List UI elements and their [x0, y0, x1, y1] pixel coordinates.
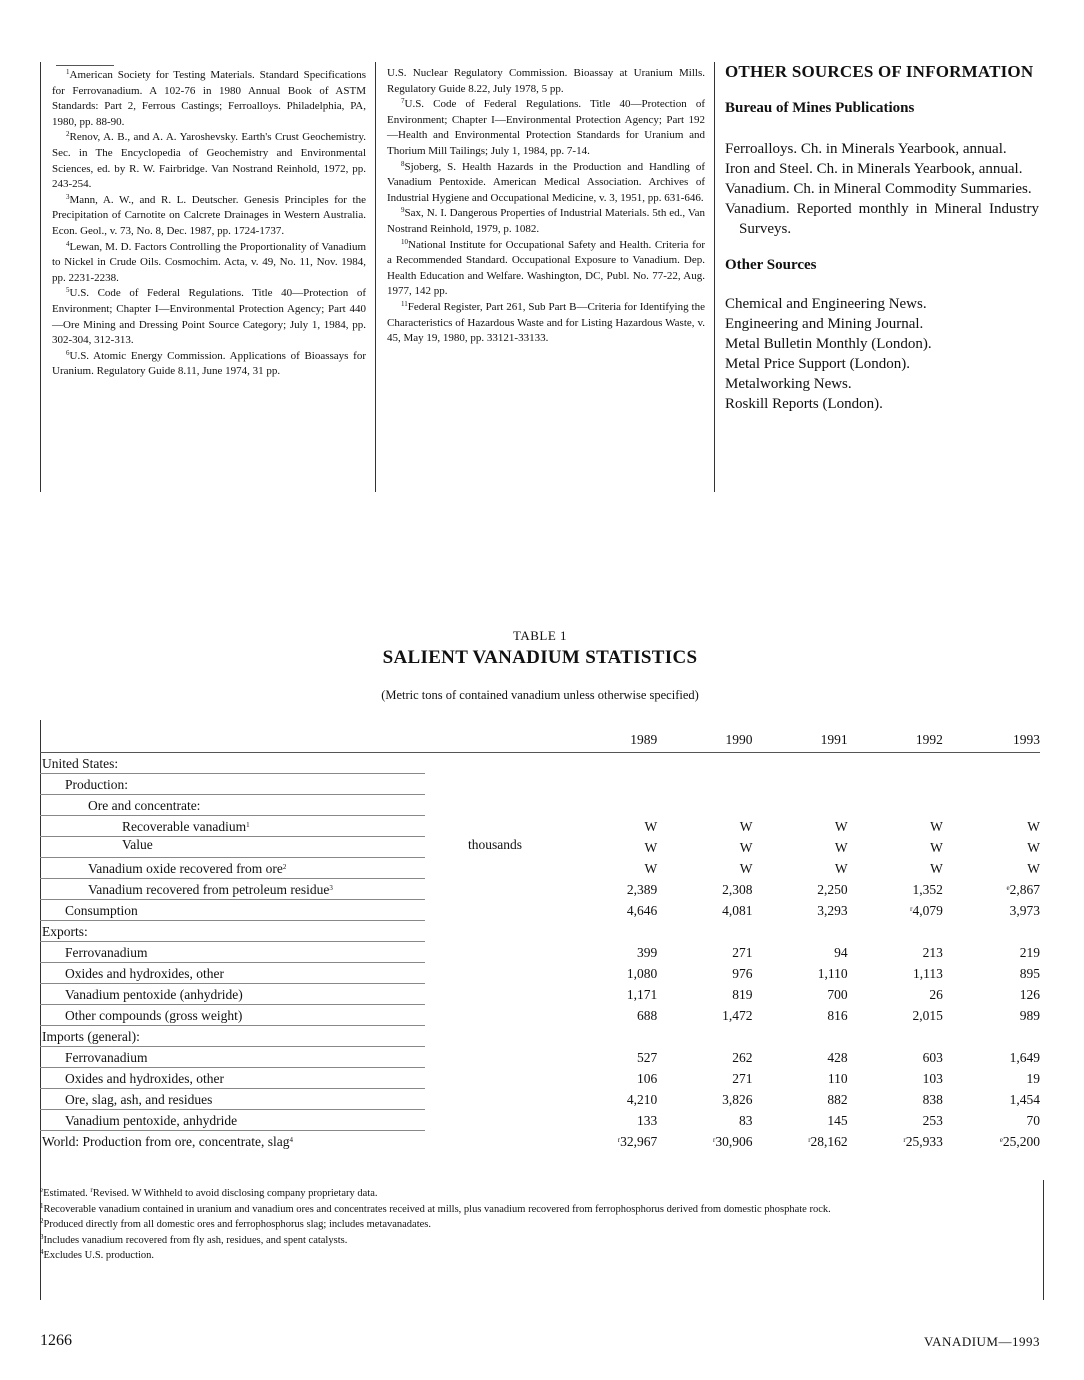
row-label-text: World: Production from ore, concentrate, slag$^4$	[42, 1133, 293, 1149]
reference-text: National Institute for Occupational Safety and Health. Criteria for a Recommended Standard. Occupational Exposure to Vanadium. Dep. Health Education and Welfare. Washington, DC, Publ. No. 77-22, Aug. 1977, 142 pp.	[387, 238, 705, 298]
value-cell	[752, 921, 847, 942]
header-blank-cell	[40, 727, 562, 753]
bom-publications-heading: Bureau of Mines Publications	[725, 100, 915, 116]
year-header: 1991	[752, 727, 847, 753]
column-divider-1	[375, 62, 376, 492]
reference-number: 1	[66, 68, 70, 76]
value-cell: W	[644, 839, 658, 855]
value-cell: 2,389	[626, 881, 658, 897]
value-cell: W	[930, 860, 943, 876]
value-cell	[848, 774, 943, 795]
reference-item	[387, 97, 705, 159]
table-header-row	[40, 727, 1040, 753]
reference-item	[52, 349, 366, 380]
other-sources-section	[725, 62, 1039, 414]
value-cell: W	[1027, 860, 1040, 876]
reference-text: Sax, N. I. Dangerous Properties of Industrial Materials. 5th ed., Van Nostrand Reinhold, 1979, p. 1082.	[387, 207, 705, 235]
row-label-text: Recoverable vanadium$^1$	[122, 818, 250, 834]
row-label	[40, 1068, 562, 1089]
bom-publication-item: Vanadium. Ch. in Mineral Commodity Summaries.	[725, 181, 1032, 197]
reference-text: U.S. Atomic Energy Commission. Applications of Bioassays for Uranium. Regulatory Guide 8.11, June 1974, 31 pp.	[52, 349, 366, 378]
value-cell: 527	[636, 1049, 658, 1065]
footnote-mark: 1	[40, 1201, 44, 1210]
value-cell	[562, 921, 657, 942]
references-column-2	[387, 66, 705, 347]
reference-item	[387, 238, 705, 300]
value-cell: $^r$30,906	[712, 1133, 753, 1149]
reference-number: 10	[401, 237, 408, 246]
value-cell: 1,352	[912, 881, 943, 897]
reference-number: 6	[66, 348, 70, 357]
value-cell: 26	[929, 986, 943, 1002]
footnote-mark: e	[40, 1186, 44, 1194]
table-row	[40, 984, 1040, 1005]
table-footnote: $^4$Excludes U.S. production.	[40, 1248, 155, 1261]
value-cell: W	[834, 860, 848, 876]
other-sources-subheading: Other Sources	[725, 257, 817, 273]
table-row	[40, 1110, 1040, 1131]
row-label-text: Ore and concentrate:	[88, 797, 201, 813]
value-cell: W	[739, 860, 753, 876]
row-label-text: United States:	[42, 755, 119, 771]
reference-item	[387, 160, 705, 207]
reference-number: 11	[401, 299, 408, 308]
reference-item	[52, 193, 366, 240]
row-label-text: Consumption	[65, 902, 138, 918]
footnote-mark: 3	[40, 1232, 44, 1241]
value-cell: 688	[636, 1007, 658, 1023]
value-cell: 133	[636, 1112, 658, 1128]
other-sources-list	[725, 294, 1039, 414]
row-label	[40, 816, 562, 837]
reference-number: 7	[401, 97, 405, 106]
value-cell: 4,646	[626, 902, 658, 918]
value-cell: W	[834, 818, 848, 834]
reference-text: Federal Register, Part 261, Sub Part B—Criteria for Identifying the Characteristics of Hazardous Waste and for Listing Hazardous Waste, v. 45, May 19, 1980, pp. 33121-33133.	[387, 300, 705, 345]
value-cell: 1,171	[626, 986, 658, 1002]
reference-text: American Society for Testing Materials. Standard Specifications for Ferrovanadium. A 102-76 in 1980 Annual Book of ASTM Standards: Part 2, Ferrous Castings; Ferroalloys. Philadelphia, PA, 1980, pp. 88-90.	[52, 69, 366, 128]
row-label	[40, 1005, 562, 1026]
value-mark: r	[903, 1135, 906, 1144]
reference-number: 4	[66, 239, 70, 248]
value-cell: $^r$25,933	[903, 1133, 943, 1149]
footnote-mark: r	[90, 1186, 93, 1194]
table-row	[40, 858, 1040, 879]
row-footnote-ref: 3	[329, 883, 333, 892]
value-cell	[657, 795, 752, 816]
other-source-item: Metalworking News.	[725, 376, 852, 392]
value-cell: 882	[827, 1091, 848, 1107]
value-cell: 126	[1019, 986, 1040, 1002]
value-cell: 1,649	[1009, 1049, 1040, 1065]
value-cell: 976	[732, 965, 753, 981]
value-cell: 1,113	[913, 965, 943, 981]
value-mark: e	[1006, 883, 1010, 892]
value-cell	[752, 774, 847, 795]
value-cell: $^e$2,867	[1006, 881, 1040, 897]
value-cell: 271	[732, 1070, 753, 1086]
other-source-item: Engineering and Mining Journal.	[725, 316, 924, 332]
value-cell: 838	[922, 1091, 943, 1107]
row-label	[40, 774, 562, 795]
table-row	[40, 1005, 1040, 1026]
row-unit: thousands	[468, 837, 522, 852]
value-cell: W	[739, 839, 753, 855]
row-label-text: Ferrovanadium	[65, 1049, 148, 1065]
table-row	[40, 1089, 1040, 1110]
table-footnote: $^e$Estimated. $^r$Revised. W Withheld to avoid disclosing company proprietary data.	[40, 1186, 378, 1199]
value-cell: 271	[732, 944, 753, 960]
reference-item	[387, 300, 705, 347]
value-cell: 989	[1019, 1007, 1040, 1023]
reference-number: 3	[66, 192, 70, 201]
reference-item	[52, 286, 366, 348]
reference-number: 8	[401, 159, 405, 168]
row-label-text: Vanadium recovered from petroleum residue$^3$	[88, 881, 333, 897]
table-border-right	[1043, 1180, 1044, 1300]
value-cell: 70	[1026, 1112, 1040, 1128]
row-label	[40, 900, 562, 921]
row-label	[40, 1089, 562, 1110]
reference-number: 2	[66, 130, 70, 139]
row-label	[40, 984, 562, 1005]
value-cell	[943, 795, 1040, 816]
value-cell: W	[644, 818, 658, 834]
value-cell: 94	[834, 944, 848, 960]
row-label-text: Production:	[65, 776, 128, 792]
row-label	[40, 753, 562, 775]
table-row	[40, 774, 1040, 795]
value-cell: 603	[922, 1049, 943, 1065]
value-cell	[657, 774, 752, 795]
table-footnote: $^2$Produced directly from all domestic ores and ferrophosphorus slag; includes metavanadates.	[40, 1217, 432, 1230]
value-cell: 262	[732, 1049, 753, 1065]
reference-number: 9	[401, 206, 405, 215]
value-cell	[943, 1026, 1040, 1047]
value-cell: 103	[922, 1070, 943, 1086]
table-footnote: $^3$Includes vanadium recovered from fly ash, residues, and spent catalysts.	[40, 1232, 348, 1246]
value-cell	[943, 774, 1040, 795]
value-cell: 3,973	[1009, 902, 1040, 918]
value-cell	[657, 753, 752, 775]
value-mark: r	[617, 1135, 621, 1144]
row-label	[40, 921, 562, 942]
table-row	[40, 921, 1040, 942]
row-label	[40, 837, 562, 858]
value-cell: W	[930, 818, 943, 834]
row-label	[40, 1110, 562, 1131]
reference-number: 5	[66, 286, 70, 295]
other-sources-heading: OTHER SOURCES OF INFORMATION	[725, 62, 1034, 81]
row-footnote-ref: 2	[282, 862, 287, 871]
value-cell: $^r$32,967	[617, 1133, 658, 1149]
column-divider-left	[40, 62, 41, 492]
value-cell	[848, 753, 943, 775]
value-cell: 819	[732, 986, 753, 1002]
value-cell	[752, 1026, 847, 1047]
page-number: 1266	[40, 1332, 72, 1349]
bom-publications-list	[725, 139, 1039, 239]
value-cell: W	[739, 818, 753, 834]
value-cell: 83	[738, 1112, 753, 1128]
table-row	[40, 1068, 1040, 1089]
value-cell: $^r$4,079	[910, 902, 943, 918]
reference-text: Renov, A. B., and A. A. Yaroshevsky. Earth's Crust Geochemistry. Sec. in The Encyclopedia of Geochemistry and Environmental Sciences, ed. by R. W. Fairbridge. Van Nostrand Reinhold, 1972, pp. 243-254.	[52, 131, 366, 191]
row-label	[40, 795, 562, 816]
reference-text: U.S. Code of Federal Regulations. Title 40—Protection of Environment; Chapter I—Environmental Protection Agency; Part 440—Ore Mining and Dressing Point Source Category; July 1, 1984, pp. 302-304, 312-313.	[52, 287, 366, 347]
value-cell	[562, 1026, 657, 1047]
row-label	[40, 858, 562, 879]
value-cell: 895	[1019, 965, 1040, 981]
row-label-text: Oxides and hydroxides, other	[65, 965, 224, 981]
table-row	[40, 795, 1040, 816]
row-label	[40, 1026, 562, 1047]
value-cell	[657, 921, 752, 942]
table-row	[40, 1026, 1040, 1047]
table-row	[40, 879, 1040, 900]
reference-item	[52, 68, 366, 130]
table-row	[40, 900, 1040, 921]
column-divider-2	[714, 62, 715, 492]
value-mark: r	[808, 1135, 811, 1144]
value-cell	[562, 795, 657, 816]
value-cell	[752, 753, 847, 775]
footnote-mark: 2	[40, 1217, 44, 1225]
table-row	[40, 816, 1040, 837]
table-footnote: $^1$Recoverable vanadium contained in uranium and vanadium ores and concentrates received at mills, plus vanadium recovered from ferrophosphorus derived from domestic phosphate rock.	[40, 1201, 831, 1215]
salient-statistics-table	[40, 727, 1040, 1152]
table-row	[40, 963, 1040, 984]
value-cell	[752, 795, 847, 816]
reference-item	[52, 130, 366, 192]
reference-text: Sjoberg, S. Health Hazards in the Production and Handling of Vanadium Pentoxide. American Medical Association. Archives of Industrial Hygiene and Occupational Medicine, v. 3, 1951, pp. 631-646.	[387, 160, 705, 204]
table-row	[40, 753, 1040, 775]
value-mark: r	[712, 1135, 716, 1144]
value-cell: 253	[922, 1112, 943, 1128]
row-label	[40, 942, 562, 963]
row-label-text: Other compounds (gross weight)	[65, 1007, 243, 1023]
value-cell: 219	[1019, 944, 1040, 960]
value-cell: 110	[827, 1070, 848, 1086]
table-row	[40, 837, 1040, 858]
value-cell: 3,293	[817, 902, 848, 918]
value-cell	[562, 774, 657, 795]
value-cell: W	[1027, 818, 1040, 834]
reference-text: Mann, A. W., and R. L. Deutscher. Genesis Principles for the Precipitation of Carnotite on Calcrete Drainages in Western Australia. Econ. Geol., v. 73, No. 8, Dec. 1987, pp. 1724-1737.	[52, 193, 366, 237]
reference-lead: U.S. Nuclear Regulatory Commission. Bioassay at Uranium Mills. Regulatory Guide 8.22, July 1978, 5 pp.	[387, 67, 705, 95]
value-cell: $^r$28,162	[808, 1133, 848, 1149]
value-cell: 4,210	[626, 1091, 658, 1107]
other-source-item: Roskill Reports (London).	[725, 396, 883, 412]
value-cell: 19	[1026, 1070, 1040, 1086]
value-cell: W	[930, 839, 943, 855]
row-label-text: Oxides and hydroxides, other	[65, 1070, 224, 1086]
value-mark: e	[999, 1135, 1003, 1144]
value-cell	[848, 795, 943, 816]
other-source-item: Metal Bulletin Monthly (London).	[725, 336, 932, 352]
bom-publication-item: Iron and Steel. Ch. in Minerals Yearbook, annual.	[725, 161, 1023, 177]
row-label-text: Vanadium pentoxide, anhydride	[65, 1112, 238, 1128]
value-cell: W	[1027, 839, 1040, 855]
footnote-mark: 4	[40, 1248, 44, 1256]
table-number: TABLE 1	[512, 628, 568, 643]
value-cell: 4,081	[722, 902, 753, 918]
row-label	[40, 1131, 562, 1152]
value-cell	[943, 753, 1040, 775]
value-cell	[562, 753, 657, 775]
row-footnote-ref: 4	[289, 1135, 293, 1144]
value-cell: W	[644, 860, 658, 876]
value-mark: r	[910, 904, 913, 913]
table-footnotes	[40, 1186, 1040, 1264]
value-cell: 700	[827, 986, 848, 1002]
year-header: 1993	[943, 727, 1040, 753]
value-cell	[848, 921, 943, 942]
row-label-text: Vanadium pentoxide (anhydride)	[65, 986, 243, 1002]
value-cell: 145	[827, 1112, 848, 1128]
value-cell: 213	[922, 944, 943, 960]
value-cell: 1,454	[1009, 1091, 1040, 1107]
reference-text: U.S. Code of Federal Regulations. Title 40—Protection of Environment; Chapter I—Environmental Protection Agency; Part 192—Health and Environmental Protection Standards for Uranium and Thorium Mill Tailings; July 1, 1984, pp. 7-14.	[387, 98, 705, 157]
table-row	[40, 942, 1040, 963]
value-cell: 3,826	[722, 1091, 753, 1107]
row-label-text: Vanadium oxide recovered from ore$^2$	[88, 860, 287, 876]
row-label	[40, 879, 562, 900]
value-cell: W	[834, 839, 848, 855]
other-source-item: Chemical and Engineering News.	[725, 296, 927, 312]
value-cell: $^e$25,200	[999, 1133, 1040, 1149]
row-footnote-ref: 1	[246, 820, 250, 829]
footnote-rule	[56, 65, 114, 66]
value-cell: 1,472	[722, 1007, 753, 1023]
year-header: 1990	[657, 727, 752, 753]
year-header: 1992	[848, 727, 943, 753]
value-cell: 399	[636, 944, 658, 960]
row-label-text: Imports (general):	[42, 1028, 140, 1044]
table-subtitle: (Metric tons of contained vanadium unless otherwise specified)	[381, 688, 699, 702]
references-column-1	[52, 68, 366, 380]
value-cell: 816	[827, 1007, 848, 1023]
row-label-text: Value	[122, 837, 153, 852]
value-cell	[848, 1026, 943, 1047]
running-head: VANADIUM—1993	[923, 1334, 1040, 1349]
row-label	[40, 963, 562, 984]
value-cell: 428	[827, 1049, 848, 1065]
row-label-text: Ore, slag, ash, and residues	[65, 1091, 213, 1107]
reference-item	[52, 240, 366, 287]
row-label	[40, 1047, 562, 1068]
year-header: 1989	[562, 727, 657, 753]
table-title: SALIENT VANADIUM STATISTICS	[382, 647, 698, 668]
reference-text: Lewan, M. D. Factors Controlling the Proportionality of Vanadium to Nickel in Crude Oils. Cosmochim. Acta, v. 49, No. 11, Nov. 1984, pp. 2231-2238.	[52, 240, 366, 284]
bom-publication-item: Vanadium. Reported monthly in Mineral Industry Surveys.	[725, 201, 1039, 237]
value-cell	[943, 921, 1040, 942]
value-cell: 2,308	[722, 881, 753, 897]
value-cell	[657, 1026, 752, 1047]
value-cell: 2,015	[912, 1007, 943, 1023]
table-row	[40, 1047, 1040, 1068]
row-label-text: Ferrovanadium	[65, 944, 148, 960]
row-label-text: Exports:	[42, 923, 88, 939]
value-cell: 2,250	[817, 881, 848, 897]
value-cell: 1,110	[817, 965, 848, 981]
reference-item	[387, 206, 705, 237]
table-row	[40, 1131, 1040, 1152]
value-cell: 106	[636, 1070, 658, 1086]
value-cell: 1,080	[626, 965, 658, 981]
bom-publication-item: Ferroalloys. Ch. in Minerals Yearbook, annual.	[725, 141, 1007, 157]
other-source-item: Metal Price Support (London).	[725, 356, 910, 372]
